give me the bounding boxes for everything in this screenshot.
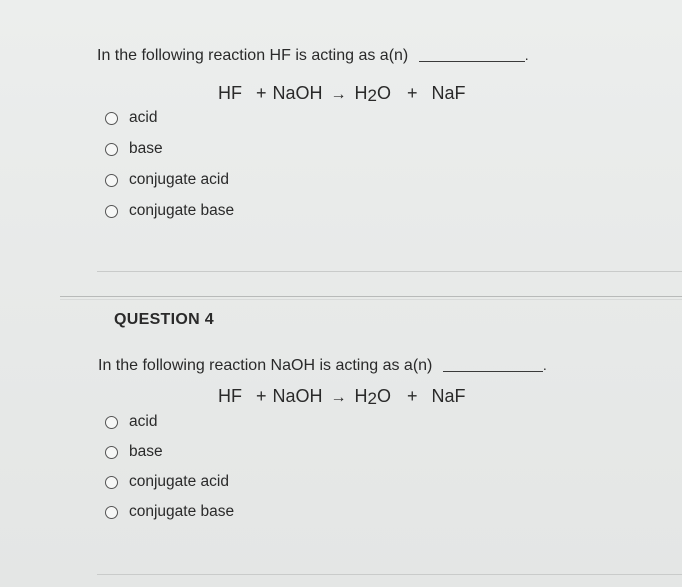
plus-sign: + bbox=[407, 83, 418, 103]
product-h2o: H2O bbox=[354, 386, 392, 408]
plus-sign: + bbox=[256, 83, 267, 103]
option-label: conjugate base bbox=[129, 503, 235, 520]
option-base[interactable] bbox=[105, 137, 234, 161]
plus-sign: + bbox=[407, 386, 418, 406]
radio-button[interactable] bbox=[105, 446, 118, 459]
question-4-prompt bbox=[98, 357, 547, 375]
option-label: conjugate acid bbox=[129, 473, 229, 490]
product-naf: NaF bbox=[431, 83, 466, 103]
option-base[interactable] bbox=[105, 440, 234, 464]
option-conjugate-base[interactable] bbox=[105, 500, 234, 524]
question-4-prompt-text: In the following reaction NaOH is acting as a(n) bbox=[98, 357, 433, 374]
option-label: acid bbox=[129, 413, 158, 430]
radio-button[interactable] bbox=[105, 112, 118, 125]
bottom-divider bbox=[97, 574, 682, 575]
question-4-options bbox=[105, 410, 234, 524]
question-4-header: QUESTION 4 bbox=[114, 311, 214, 328]
option-label: base bbox=[129, 443, 163, 460]
product-h2o: H2O bbox=[354, 83, 392, 105]
radio-button[interactable] bbox=[105, 416, 118, 429]
radio-button[interactable] bbox=[105, 143, 118, 156]
question-3-prompt bbox=[97, 47, 529, 65]
option-label: conjugate acid bbox=[129, 171, 229, 188]
option-label: base bbox=[129, 140, 163, 157]
reactant-hf: HF bbox=[218, 83, 242, 103]
option-acid[interactable] bbox=[105, 410, 234, 434]
question-divider-shadow bbox=[60, 299, 682, 300]
trailing-period: . bbox=[524, 47, 529, 63]
reactant-hf: HF bbox=[218, 386, 242, 406]
radio-button[interactable] bbox=[105, 174, 118, 187]
radio-button[interactable] bbox=[105, 506, 118, 519]
option-acid[interactable] bbox=[105, 106, 234, 130]
arrow-icon: → bbox=[330, 389, 347, 406]
radio-button[interactable] bbox=[105, 205, 118, 218]
answer-blank bbox=[419, 61, 525, 62]
plus-sign: + bbox=[256, 386, 267, 406]
question-3-prompt-text: In the following reaction HF is acting as a(n) bbox=[97, 47, 409, 64]
option-label: conjugate base bbox=[129, 202, 235, 219]
trailing-period: . bbox=[542, 357, 547, 373]
arrow-icon: → bbox=[330, 86, 347, 103]
radio-button[interactable] bbox=[105, 476, 118, 489]
question-3-equation bbox=[218, 83, 466, 104]
reactant-naoh: NaOH bbox=[272, 386, 323, 406]
answer-blank bbox=[443, 371, 543, 372]
reactant-naoh: NaOH bbox=[272, 83, 323, 103]
option-conjugate-acid[interactable] bbox=[105, 470, 234, 494]
option-label: acid bbox=[129, 109, 158, 126]
question-divider bbox=[60, 296, 682, 297]
answer-area-divider bbox=[97, 271, 682, 272]
question-4-equation bbox=[218, 386, 466, 407]
question-3-options bbox=[105, 106, 234, 223]
product-naf: NaF bbox=[431, 386, 466, 406]
option-conjugate-base[interactable] bbox=[105, 199, 234, 223]
option-conjugate-acid[interactable] bbox=[105, 168, 234, 192]
